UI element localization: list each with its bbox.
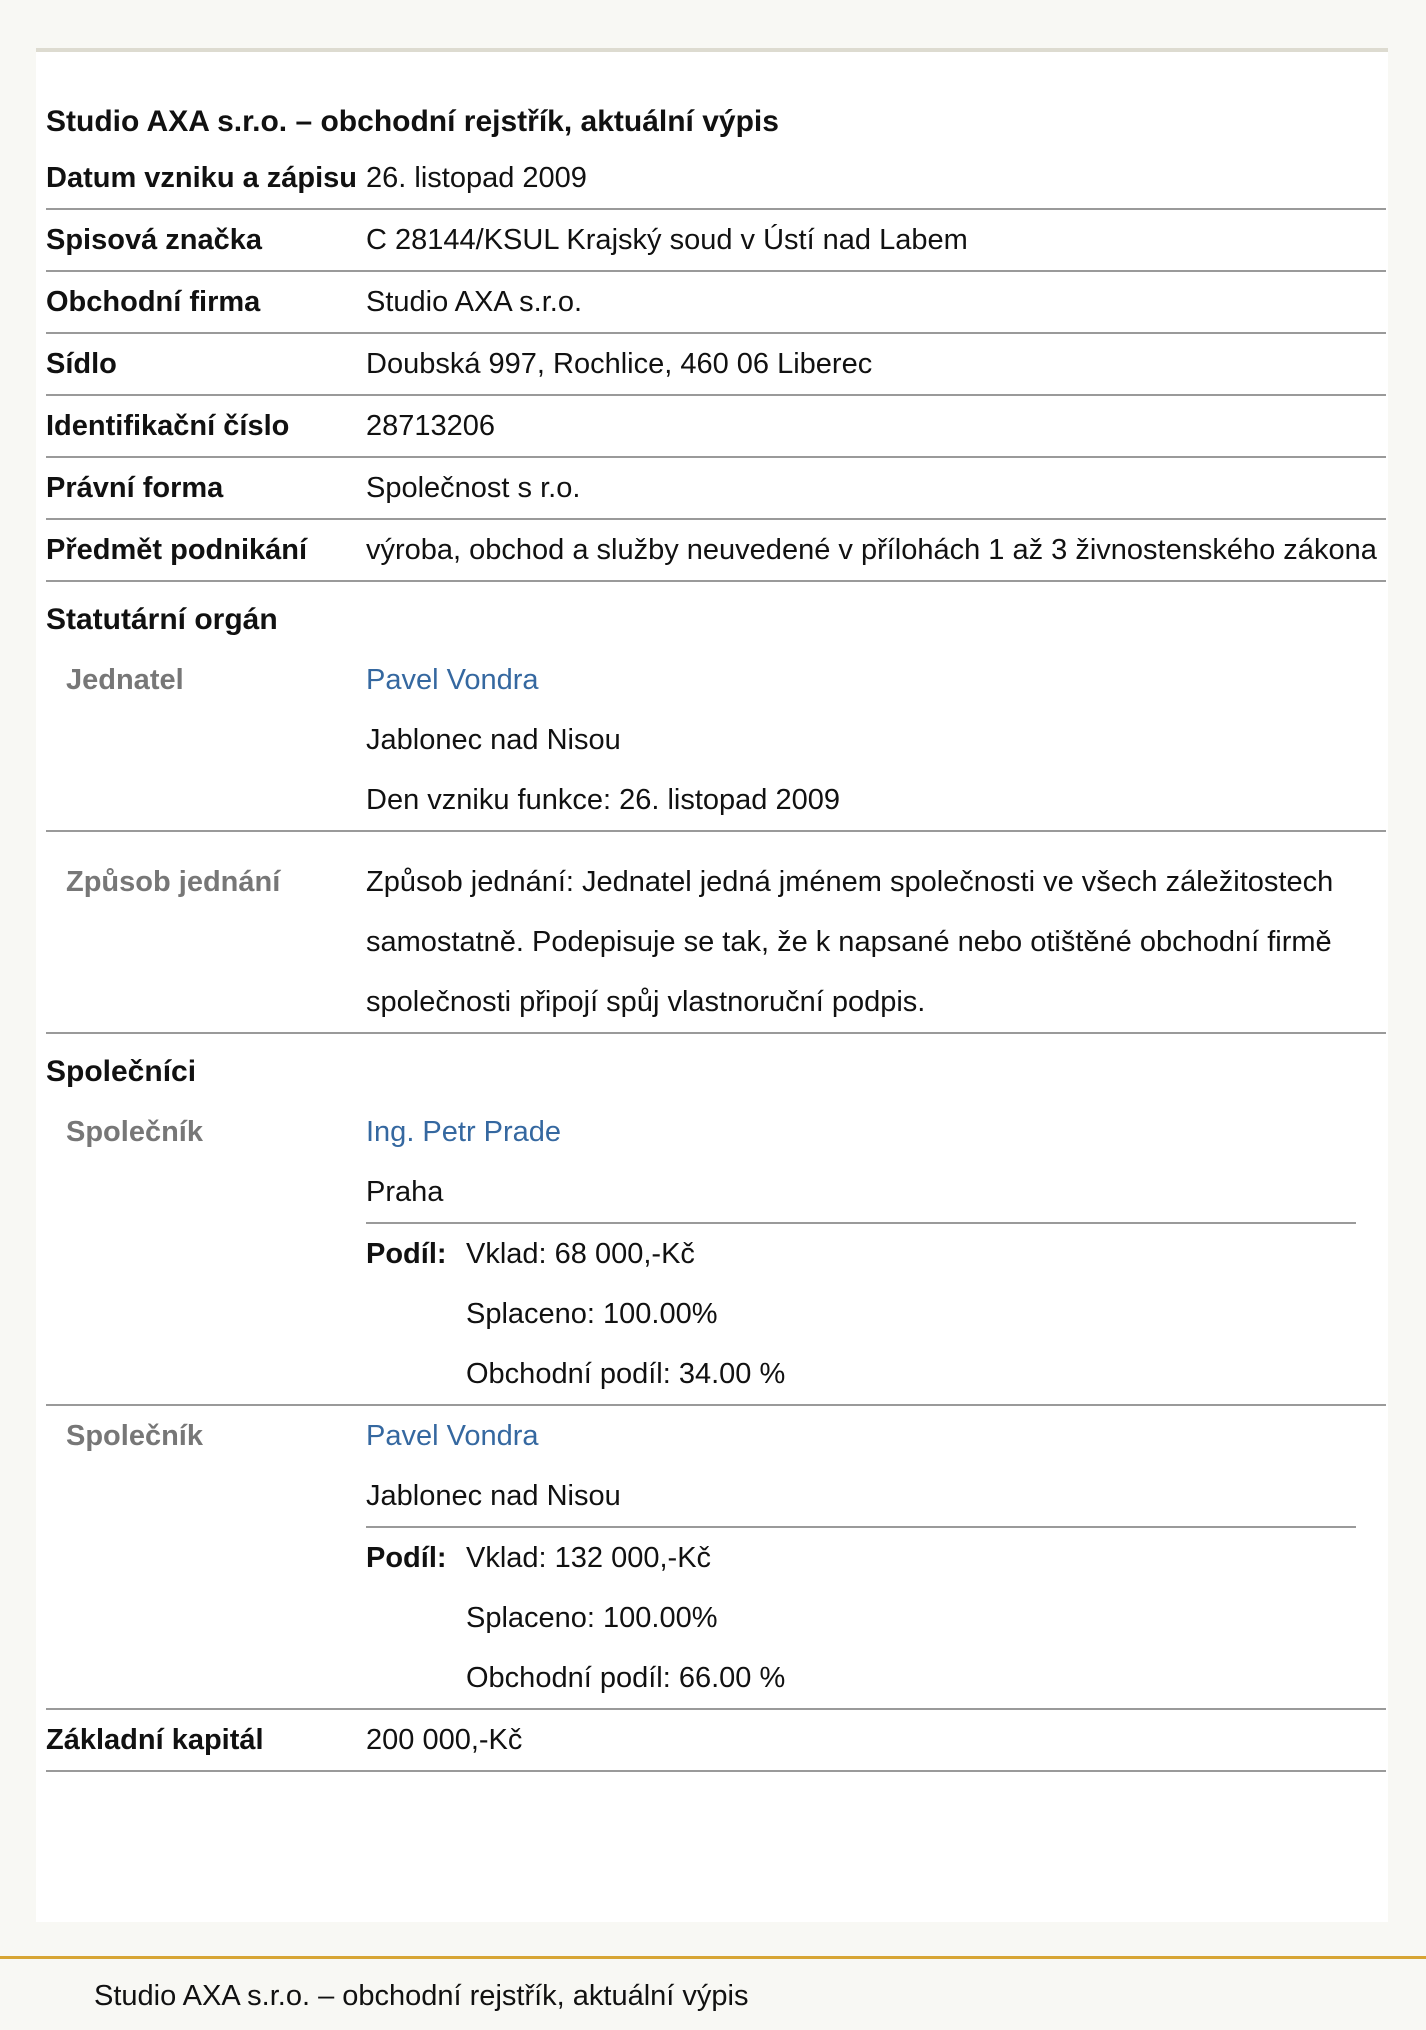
row-spisova-znacka bbox=[46, 210, 1386, 272]
person-city: Jablonec nad Nisou bbox=[366, 724, 621, 756]
row-label: Právní forma bbox=[46, 472, 224, 504]
row-label: Identifikační číslo bbox=[46, 410, 290, 442]
podil-table bbox=[366, 1222, 1356, 1404]
row-value: C 28144/KSUL Krajský soud v Ústí nad Labem bbox=[366, 224, 968, 256]
person-link[interactable]: Ing. Petr Prade bbox=[366, 1116, 562, 1148]
person-city: Jablonec nad Nisou bbox=[366, 1480, 621, 1512]
sub-label: Způsob jednání bbox=[66, 866, 281, 898]
sub-label: Společník bbox=[66, 1116, 203, 1148]
sub-value bbox=[366, 650, 1386, 830]
sub-label: Jednatel bbox=[66, 664, 184, 696]
page-title: Studio AXA s.r.o. – obchodní rejstřík, aktuální výpis bbox=[46, 105, 779, 138]
footer-divider bbox=[0, 1956, 1426, 1959]
register-extract bbox=[46, 96, 1386, 1772]
zpusob-jednani-text: Způsob jednání: Jednatel jedná jménem společnosti ve všech záležitostech samostatně. Podepisuje se tak, že k napsané nebo otištěné obchodní firmě společnosti připojí spůj vlastnoruční podpis. bbox=[366, 866, 1334, 1018]
spolecnik-block bbox=[46, 1406, 1386, 1710]
sub-value bbox=[366, 1406, 1386, 1708]
vklad-value: Vklad: 68 000,-Kč bbox=[466, 1238, 695, 1270]
section-heading-statutarni-organ: Statutární orgán bbox=[46, 603, 278, 636]
zpusob-jednani-block bbox=[46, 832, 1386, 1034]
vklad-value: Vklad: 132 000,-Kč bbox=[466, 1542, 712, 1574]
section-heading-spolecnici: Společníci bbox=[46, 1055, 197, 1088]
sub-label: Společník bbox=[66, 1420, 203, 1452]
row-label: Obchodní firma bbox=[46, 286, 261, 318]
row-label: Spisová značka bbox=[46, 224, 262, 256]
row-identifikacni-cislo bbox=[46, 396, 1386, 458]
podil-values bbox=[466, 1528, 785, 1708]
footer-caption: Studio AXA s.r.o. – obchodní rejstřík, aktuální výpis bbox=[94, 1980, 749, 2012]
obchodni-podil-value: Obchodní podíl: 34.00 % bbox=[466, 1358, 786, 1390]
row-label: Sídlo bbox=[46, 348, 117, 380]
row-label: Datum vzniku a zápisu bbox=[46, 162, 358, 194]
person-link[interactable]: Pavel Vondra bbox=[366, 664, 539, 696]
spolecnik-block bbox=[46, 1102, 1386, 1406]
jednatel-block bbox=[46, 650, 1386, 832]
obchodni-podil-value: Obchodní podíl: 66.00 % bbox=[466, 1662, 786, 1694]
row-sidlo bbox=[46, 334, 1386, 396]
row-value: 26. listopad 2009 bbox=[366, 162, 587, 194]
row-pravni-forma bbox=[46, 458, 1386, 520]
podil-values bbox=[466, 1224, 785, 1404]
row-zakladni-kapital bbox=[46, 1710, 1386, 1772]
sub-value bbox=[366, 1102, 1386, 1404]
row-obchodni-firma bbox=[46, 272, 1386, 334]
register-extract-card bbox=[36, 52, 1388, 1922]
row-value: 200 000,-Kč bbox=[366, 1724, 523, 1756]
row-value: Studio AXA s.r.o. bbox=[366, 286, 583, 318]
row-label: Předmět podnikání bbox=[46, 534, 308, 566]
podil-table bbox=[366, 1526, 1356, 1708]
podil-label: Podíl: bbox=[366, 1542, 447, 1574]
splaceno-value: Splaceno: 100.00% bbox=[466, 1602, 718, 1634]
row-value: Společnost s r.o. bbox=[366, 472, 581, 504]
function-since: Den vzniku funkce: 26. listopad 2009 bbox=[366, 784, 840, 816]
row-value: Doubská 997, Rochlice, 460 06 Liberec bbox=[366, 348, 873, 380]
person-city: Praha bbox=[366, 1176, 444, 1208]
row-label: Základní kapitál bbox=[46, 1724, 264, 1756]
person-link[interactable]: Pavel Vondra bbox=[366, 1420, 539, 1452]
podil-label: Podíl: bbox=[366, 1238, 447, 1270]
row-value: 28713206 bbox=[366, 410, 496, 442]
splaceno-value: Splaceno: 100.00% bbox=[466, 1298, 718, 1330]
row-value: výroba, obchod a služby neuvedené v přílohách 1 až 3 živnostenského zákona bbox=[366, 534, 1377, 566]
row-predmet-podnikani bbox=[46, 520, 1386, 582]
row-datum-vzniku bbox=[46, 148, 1386, 210]
